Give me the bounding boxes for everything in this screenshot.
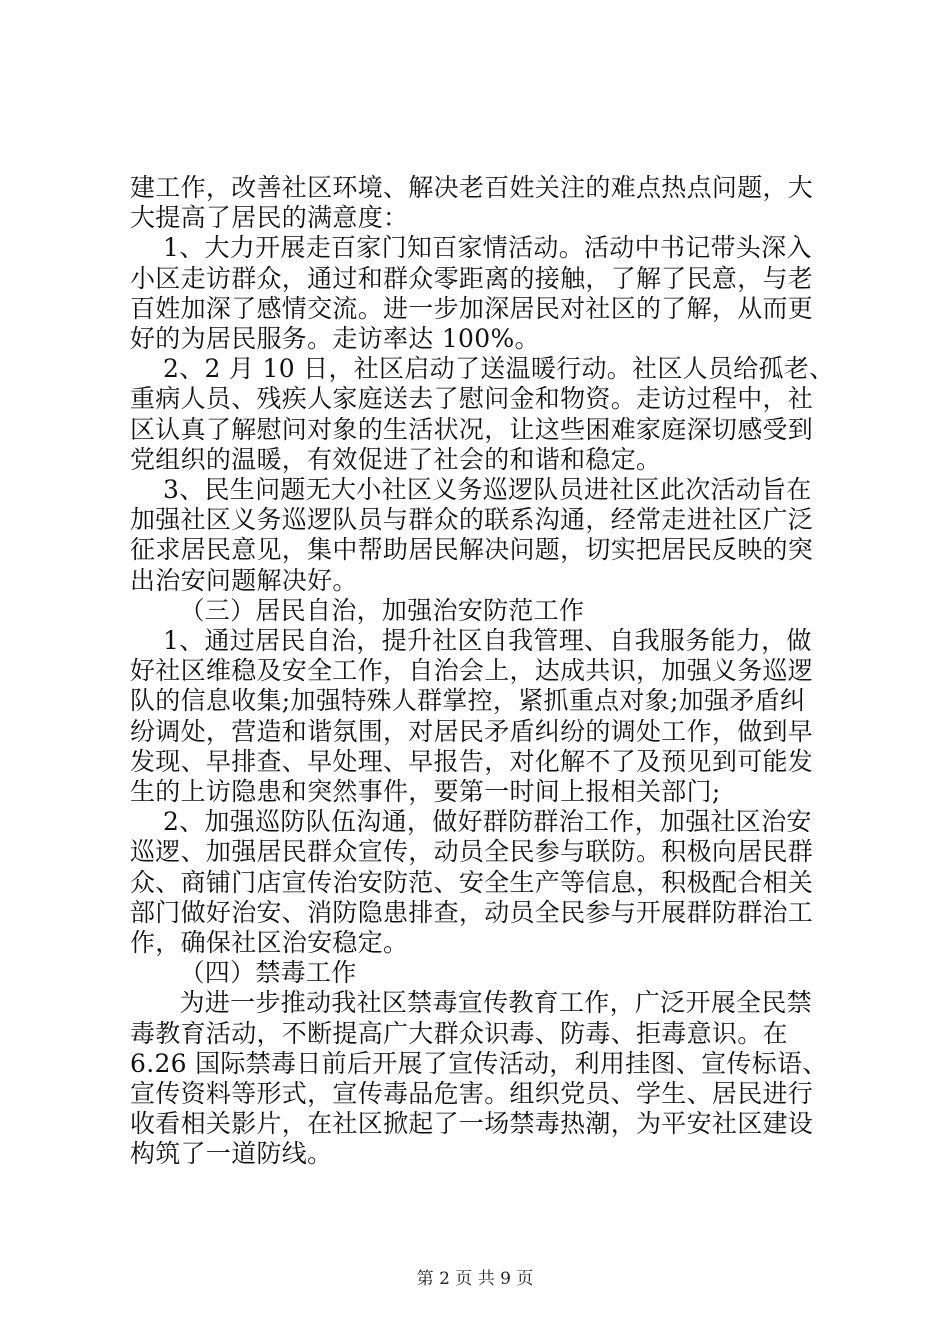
- text-line: 生的上访隐患和突然事件，要第一时间上报相关部门;: [130, 777, 721, 806]
- text-line: 党组织的温暖，有效促进了社会的和谐和稳定。: [130, 444, 662, 474]
- text-line: （三）居民自治，加强治安防范工作: [130, 595, 585, 625]
- text-line: 6.26 国际禁毒日前后开展了宣传活动，利用挂图、宣传标语、: [130, 1048, 828, 1078]
- text-line: 大提高了居民的满意度：: [130, 203, 409, 233]
- text-line: 众、商铺门店宣传治安防范、安全生产等信息，积极配合相关: [130, 867, 814, 897]
- page-footer: 第 2 页 共 9 页: [416, 1269, 534, 1289]
- text-line: 收看相关影片，在社区掀起了一场禁毒热潮，为平安社区建设: [130, 1109, 814, 1139]
- text-line: 队的信息收集;加强特殊人群掌控，紧抓重点对象;加强矛盾纠: [130, 686, 806, 716]
- text-line: 作，确保社区治安稳定。: [130, 928, 409, 957]
- text-line: 建工作，改善社区环境、解决老百姓关注的难点热点问题，大: [130, 173, 814, 202]
- text-line: 部门做好治安、消防隐患排查，动员全民参与开展群防群治工: [130, 897, 814, 927]
- text-line: 1、大力开展走百家门知百家情活动。活动中书记带头深入: [130, 233, 812, 263]
- text-line: 纷调处，营造和谐氛围，对居民矛盾纠纷的调处工作，做到早: [130, 716, 814, 746]
- text-line: 小区走访群众，通过和群众零距离的接触，了解了民意，与老: [130, 263, 814, 293]
- text-line: 毒教育活动，不断提高广大群众识毒、防毒、拒毒意识。在: [130, 1018, 788, 1048]
- text-line: 宣传资料等形式，宣传毒品危害。组织党员、学生、居民进行: [130, 1079, 814, 1108]
- text-line: 百姓加深了感情交流。进一步加深居民对社区的了解，从而更: [130, 293, 814, 323]
- text-line: 3、民生问题无大小社区义务巡逻队员进社区此次活动旨在: [130, 475, 812, 504]
- text-line: 区认真了解慰问对象的生活状况，让这些困难家庭深切感受到: [130, 414, 814, 444]
- text-line: （四）禁毒工作: [130, 958, 357, 988]
- text-line: 加强社区义务巡逻队员与群众的联系沟通，经常走进社区广泛: [130, 505, 814, 535]
- text-line: 2、加强巡防队伍沟通，做好群防群治工作，加强社区治安: [130, 807, 812, 837]
- text-line: 2、2 月 10 日，社区启动了送温暖行动。社区人员给孤老、: [130, 354, 835, 384]
- text-line: 好社区维稳及安全工作，自治会上，达成共识，加强义务巡逻: [130, 656, 814, 686]
- text-line: 好的为居民服务。走访率达 100%。: [130, 324, 540, 353]
- text-line: 发现、早排查、早处理、早报告，对化解不了及预见到可能发: [130, 746, 814, 776]
- text-line: 1、通过居民自治，提升社区自我管理、自我服务能力，做: [130, 626, 812, 655]
- text-line: 征求居民意见，集中帮助居民解决问题，切实把居民反映的突: [130, 535, 814, 565]
- text-line: 构筑了一道防线。: [130, 1139, 333, 1169]
- text-line: 为进一步推动我社区禁毒宣传教育工作，广泛开展全民禁: [130, 988, 812, 1018]
- text-line: 出治安问题解决好。: [130, 565, 358, 595]
- text-line: 重病人员、残疾人家庭送去了慰问金和物资。走访过程中，社: [130, 384, 814, 414]
- text-line: 巡逻、加强居民群众宣传，动员全民参与联防。积极向居民群: [130, 837, 814, 867]
